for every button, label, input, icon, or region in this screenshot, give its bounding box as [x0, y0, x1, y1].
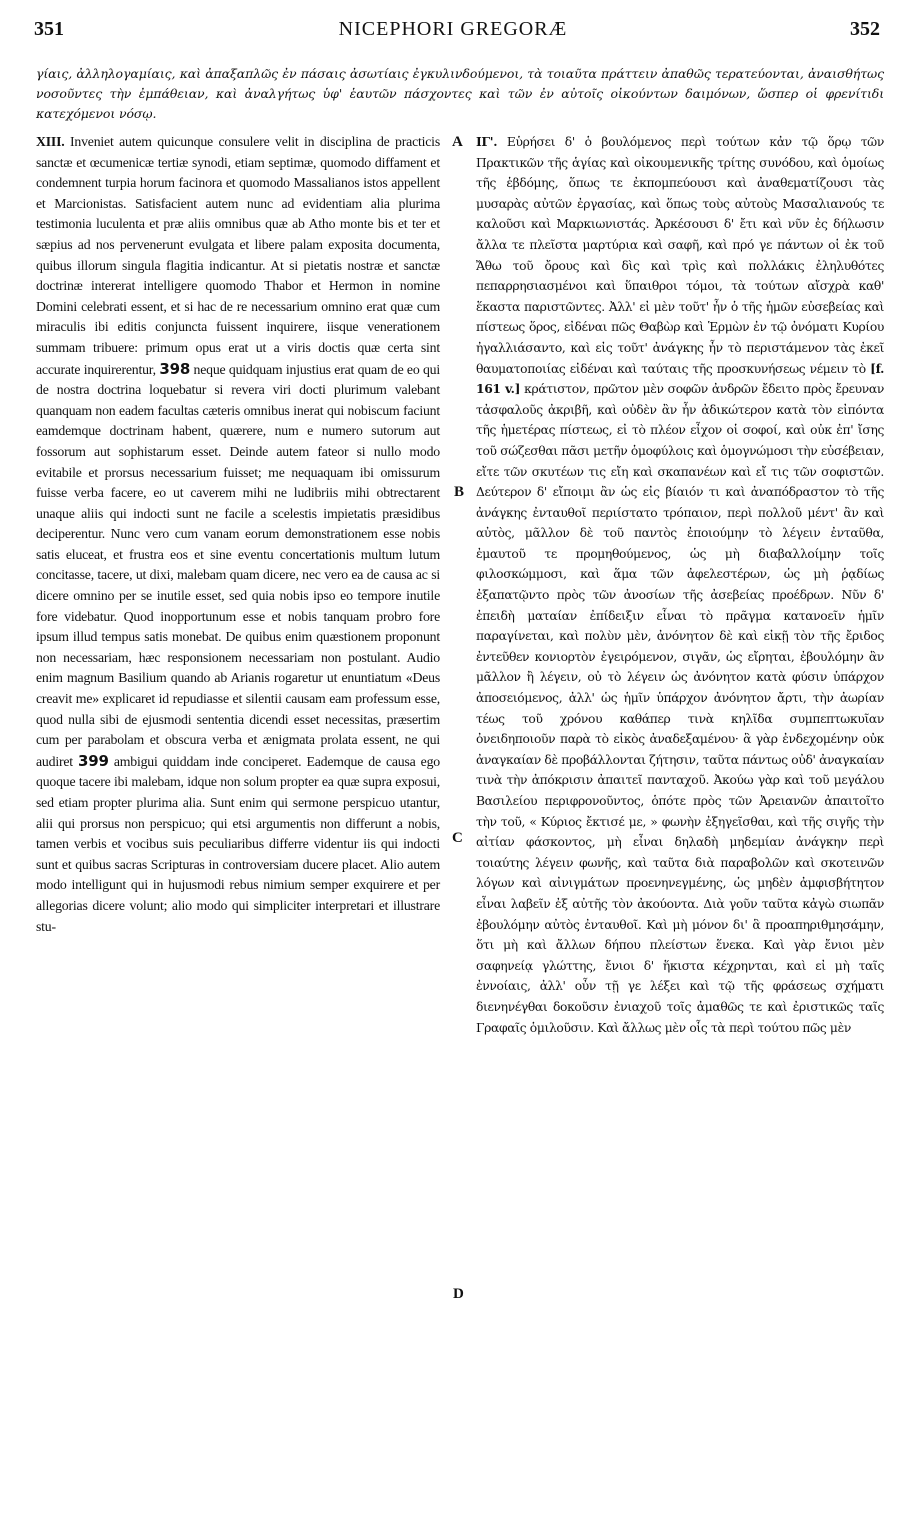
margin-letter-d: D [453, 1286, 464, 1302]
latin-paragraph [36, 132, 440, 937]
latin-column [36, 132, 440, 937]
greek-section-number: ΙΓ'. [476, 134, 498, 149]
top-greek-text: γίαις, ἀλληλογαμίαις, καὶ ἀπαξαπλῶς ἐν πάσαις ἀσωτίαις ἐγκυλινδούμενοι, τὰ τοιαῦτα πράττειν ἀπαθῶς τερατεύονται, ἀναισθήτως νοσοῦντες τὴν ἐμπάθειαν, καὶ ἀναλγήτως ὑφ' ἑαυτῶν πάσχοντες καὶ τῶν ἐν αὐτοῖς οἰκούντων δαιμόνων, ὥσπερ οἱ φρενίτιδι κατεχόμενοι νόσῳ. [36, 66, 884, 121]
latin-text-1: Inveniet autem quicunque consulere velit in disciplina de practicis sanctæ et œcumenicæ tertiæ synodi, etiam septimæ, quomodo diffament et condemnent turpia horum facinora et quomodo Massalianos istos appellent et Marcionistas. Satisfacient autem nunc ad evidentiam alia plurima testimonia luculenta et præ aliis omnibus quæ ab Atho monte bis et ter et sæpius ad nos pervenerunt evulgata et libere palam exposita documenta, quibus illorum singula flagitia indicantur. At si pietatis nostræ et sanctæ doctrinæ intererat intelligere quomodo Thabor et Hermon in nomine Domini celebrati essent, et si hac de re necessarium omnino erat quæ cum miraculis ibi editis conjuncta fuissent inquirere, iisque venerationem summam tribuere: primum opus erat ut a viris doctis quæ certa sint accurate inquirerentur, [36, 134, 440, 377]
margin-letter-b: B [454, 484, 465, 500]
greek-column [476, 132, 884, 1038]
latin-text-2: neque quidquam injustius erat quam de eo qui de nostra doctrina loquebatur si revera viri docti plurimum valebant quanquam non eadem facultas cæteris omnibus inerat qui nobiscum faciunt eamdemque doctrinam habent, quærere, num e numero sutorum aut fossorum aut sophistarum esset. Deinde autem fateor si nullo modo evitabile et prorsus necessarium fuisset; me nequaquam ibi omissurum fuisse verba facere, eo ut caverem mihi ne ludibriis mihi obtrectarent unaque aliis qui indocti sunt ne facile a scelestis impietatis præsidibus deciperentur. Nunc vero cum vanam eorum demonstrationem esse nobis satis eluceat, et frustra eos et sine eventu concertationis multum lutum concitasse, tacere, ut dixi, malebam quam dicere, nec vero ea de causa ac si dicere omnino per se inutile esset, sed quia nobis ipso eo tempore inutile fore videbatur. Quod inopportunum esse et nobis tanquam probro fore ipsum illud tempus satis monebat. De quibus enim quæstionem proponunt non necessariam, hæc responsionem necessariam non postulant. Audio enim magnum Basilium quando ab Arianis rogaretur ut enuntiatum «Deus creavit me» explicaret id repudiasse et silentii causam eam professum esse, quod nulla sibi de ejusmodi sententia dicendi esset necessitas, præsertim cum per parabolam et obscura verba et ænigmata prolata essent, ne qui audiret [36, 361, 441, 769]
running-title: NICEPHORI GREGORÆ [338, 18, 568, 40]
greek-paragraph [476, 132, 884, 1038]
margin-letter-a: A [452, 134, 463, 150]
page-header [24, 18, 882, 48]
page-number-left: 351 [34, 18, 64, 40]
latin-text-3: ambigui quiddam inde conciperet. Eademque de causa ego quoque tacere ibi malebam, idque non solum propter ea quæ supra exposui, sed etiam propter plurima alia. Sunt enim qui sermone perspicuo utantur, alii qui prorsus non perspicuo; qui etsi argumentis non differunt a nobis, tamen verbis et vocibus suis peculiaribus differre videntur iis qui indocti sunt et quibus sacras Scripturas in controversiam ducere placet. Alio autem modo intelligunt qui in hujusmodi rebus nimium semper exquirere et per allegorias dicere volunt; alio modo qui simpliciter interpretari et illustrare stu- [36, 753, 441, 934]
folio-reference: [f. 161 v.] [476, 360, 885, 397]
page-number-right: 352 [850, 18, 880, 40]
column-number-399: 399 [78, 751, 109, 770]
margin-letter-c: C [452, 830, 463, 846]
column-number-398: 398 [159, 359, 191, 378]
greek-text-2: κράτιστον, πρῶτον μὲν σοφῶν ἀνδρῶν ἔδειτο πρὸς ἔρευναν τἀσφαλοῦς ἀκριβῆ, καὶ οὐδὲν ἂν ἦν ἀδικώτερον κατὰ τὸν εἰπόντα τῆς ἡμετέρας πίστεως, εἰ τὸ πλέον εἶχον οἱ σοφοί, καὶ οὐκ ἐπ' ἴσης τοῦ σώζεσθαι πᾶσι μετῆν ὁμοφύλοις καὶ ὁμογνώμοσι τὴν εὐσέβειαν, εἴτε τῶν σκυτέων τις εἴη καὶ σκαπανέων καὶ εἴ τις τῶν σοφιστῶν. Δεύτερον δ' εἴποιμι ἂν ὡς εἰς βίαιόν τι καὶ ἀναπόδραστον τὸ τῆς ἀνάγκης ἐνταυθοῖ περιίστατο τρόπαιον, περὶ πολλοῦ μέντ' ἂν καὶ αὐτὸς, μᾶλλον δὲ τοῦ παντὸς ἐποιούμην τὸ λέγειν ἐνταῦθα, ἐμαυτοῦ τε προμηθούμενος, ὡς μὴ διαβαλλοίμην τοῖς φιλοσκώμμοσι, καὶ ἅμα τῶν ἀφελεστέρων, ὡς μὴ ῥᾳδίως ἐξαπατῷντο πρὸς τῶν ἀνοσίων τῆς ἀσεβείας προέδρων. Νῦν δ' ἐπειδὴ ματαίαν ἐπίδειξιν εἶναι τὸ πρᾶγμα κατανοεῖν ἡμῖν παραγίνεται, καὶ πολὺν μὲν, ἀνόνητον δὲ καὶ εἰκῇ τὸν τῆς ἔριδος ἐντεῦθεν κονιορτὸν ἐγειρόμενον, σιγᾶν, ὡς εἴρηται, ἐβουλόμην ἂν μᾶλλον ἢ λέγειν, οὐ τὸ λέγειν ὡς ἀνόνητον κατὰ φύσιν ὑπάρχον ἀποσειόμενος, ἀλλ' ὡς ἡμῖν ὑπάρχον ἀνόνητον ἄρτι, τὴν ἀωρίαν τέως τοῦ χρόνου καθάπερ τινὰ κηλῖδα συμπεπτωκυῖαν ὀνειδηποιοῦν παρὰ τὸ εἰκὸς ἀναδεξαμένου· ἃ γὰρ ἐνδεχομένην οὐκ ἀναγκαίαν δὲ προβάλλονται ζήτησιν, ταῦτα πάντως οὐδ' ἀναγκαίαν τινὰ τὴν ἀπόκρισιν ἀπαιτεῖ πανταχοῦ. Ἀκούω γὰρ καὶ τοῦ μεγάλου Βασιλείου περιφρονοῦντος, ὁπότε πρὸς τῶν Ἀρειανῶν ἀπαιτοῖτο τὴν τοῦ, « Κύριος ἔκτισέ με, » φωνὴν ἐξηγεῖσθαι, καὶ τῆς σιγῆς τὴν αἰτίαν φάσκοντος, μὴ εἶναι δηλαδὴ μηδεμίαν ἀνάγκην περὶ τοιαύτης λέγειν φωνῆς, καὶ ταῦτα διὰ παραβολῶν καὶ σκοτεινῶν λόγων καὶ αἰνιγμάτων προενηνεγμένης, ὡς μηδὲν ἀμφισβήτητον εἶναι λαβεῖν ἐξ αὐτῆς τὸν ἀκούοντα. Διὰ γοῦν ταῦτα κἀγὼ σιωπᾶν ἐβουλόμην αὐτὸς ἐνταυθοῖ. Καὶ μὴ μόνον δι' ἃ προαπηριθμησάμην, ὅτι μὴ καὶ ἄλλων δήπου πλείστων ἕνεκα. Καὶ γὰρ ἔνιοι μὲν σαφηνείᾳ γλώττης, ἔνιοι δ' ἥκιστα κέχρηνται, καὶ εἰ μὴ ταῖς ἐννοίαις, ἀλλ' οὖν τῇ γε λέξει καὶ τῷ τῆς φράσεως σχήματι διενηνέγθαι δοκοῦσιν ἐνιαχοῦ τοῖς ἀμαθῶς τε καὶ ἐριστικῶς ταῖς Γραφαῖς ὁμιλοῦσιν. Καὶ ἄλλως μὲν οἷς τὰ περὶ τούτου πῶς μὲν [476, 382, 884, 1035]
latin-section-number: XIII. [36, 134, 65, 149]
greek-text-1: Εὑρήσει δ' ὁ βουλόμενος περὶ τούτων κἀν τῷ ὅρῳ τῶν Πρακτικῶν τῆς ἁγίας καὶ οἰκουμενικῆς τρίτης συνόδου, καὶ ὁμοίως τῆς ἑβδόμης, ὅπως τε ἐκπομπεύουσι καὶ ἀναθεματίζουσι τὰς μυσαρὰς αὐτῶν ἐργασίας, καὶ ὅπως τοὺς αὐτοὺς Μασαλιανούς τε καλοῦσι καὶ Μαρκιωνιστάς. Ἀρκέσουσι δ' ἔτι καὶ νῦν ἐς δήλωσιν ἄλλα τε πλεῖστα μαρτύρια καὶ σαφῆ, καὶ πρό γε πάντων οἱ ἐκ τοῦ Ἄθω τοῦ ὄρους καὶ δὶς καὶ τρὶς καὶ πολλάκις ἐληλυθότες πεπαρρησιασμένοι καὶ ὕπαιθροι τόμοι, τὰ τούτων αἴσχρὰ καθ' ἕκαστα παριστῶντες. Ἀλλ' εἰ μὲν τοῦτ' ἦν ὁ τῆς ἡμῶν εὐσεβείας καὶ πίστεως ὅρος, εἰδέναι πῶς Θαβὼρ καὶ Ἑρμὼν ἐν τῷ ὀνόματι Κυρίου ἠγαλλιάσαντο, καὶ εἰς τοῦτ' ἀνάγκης ἦν τὸ περιστάμενον τὰς ἐκεῖ θαυματοποιίας εἰδέναι καὶ ταύταις τῆς προσκυνήσεως νέμειν τὸ [476, 135, 884, 376]
